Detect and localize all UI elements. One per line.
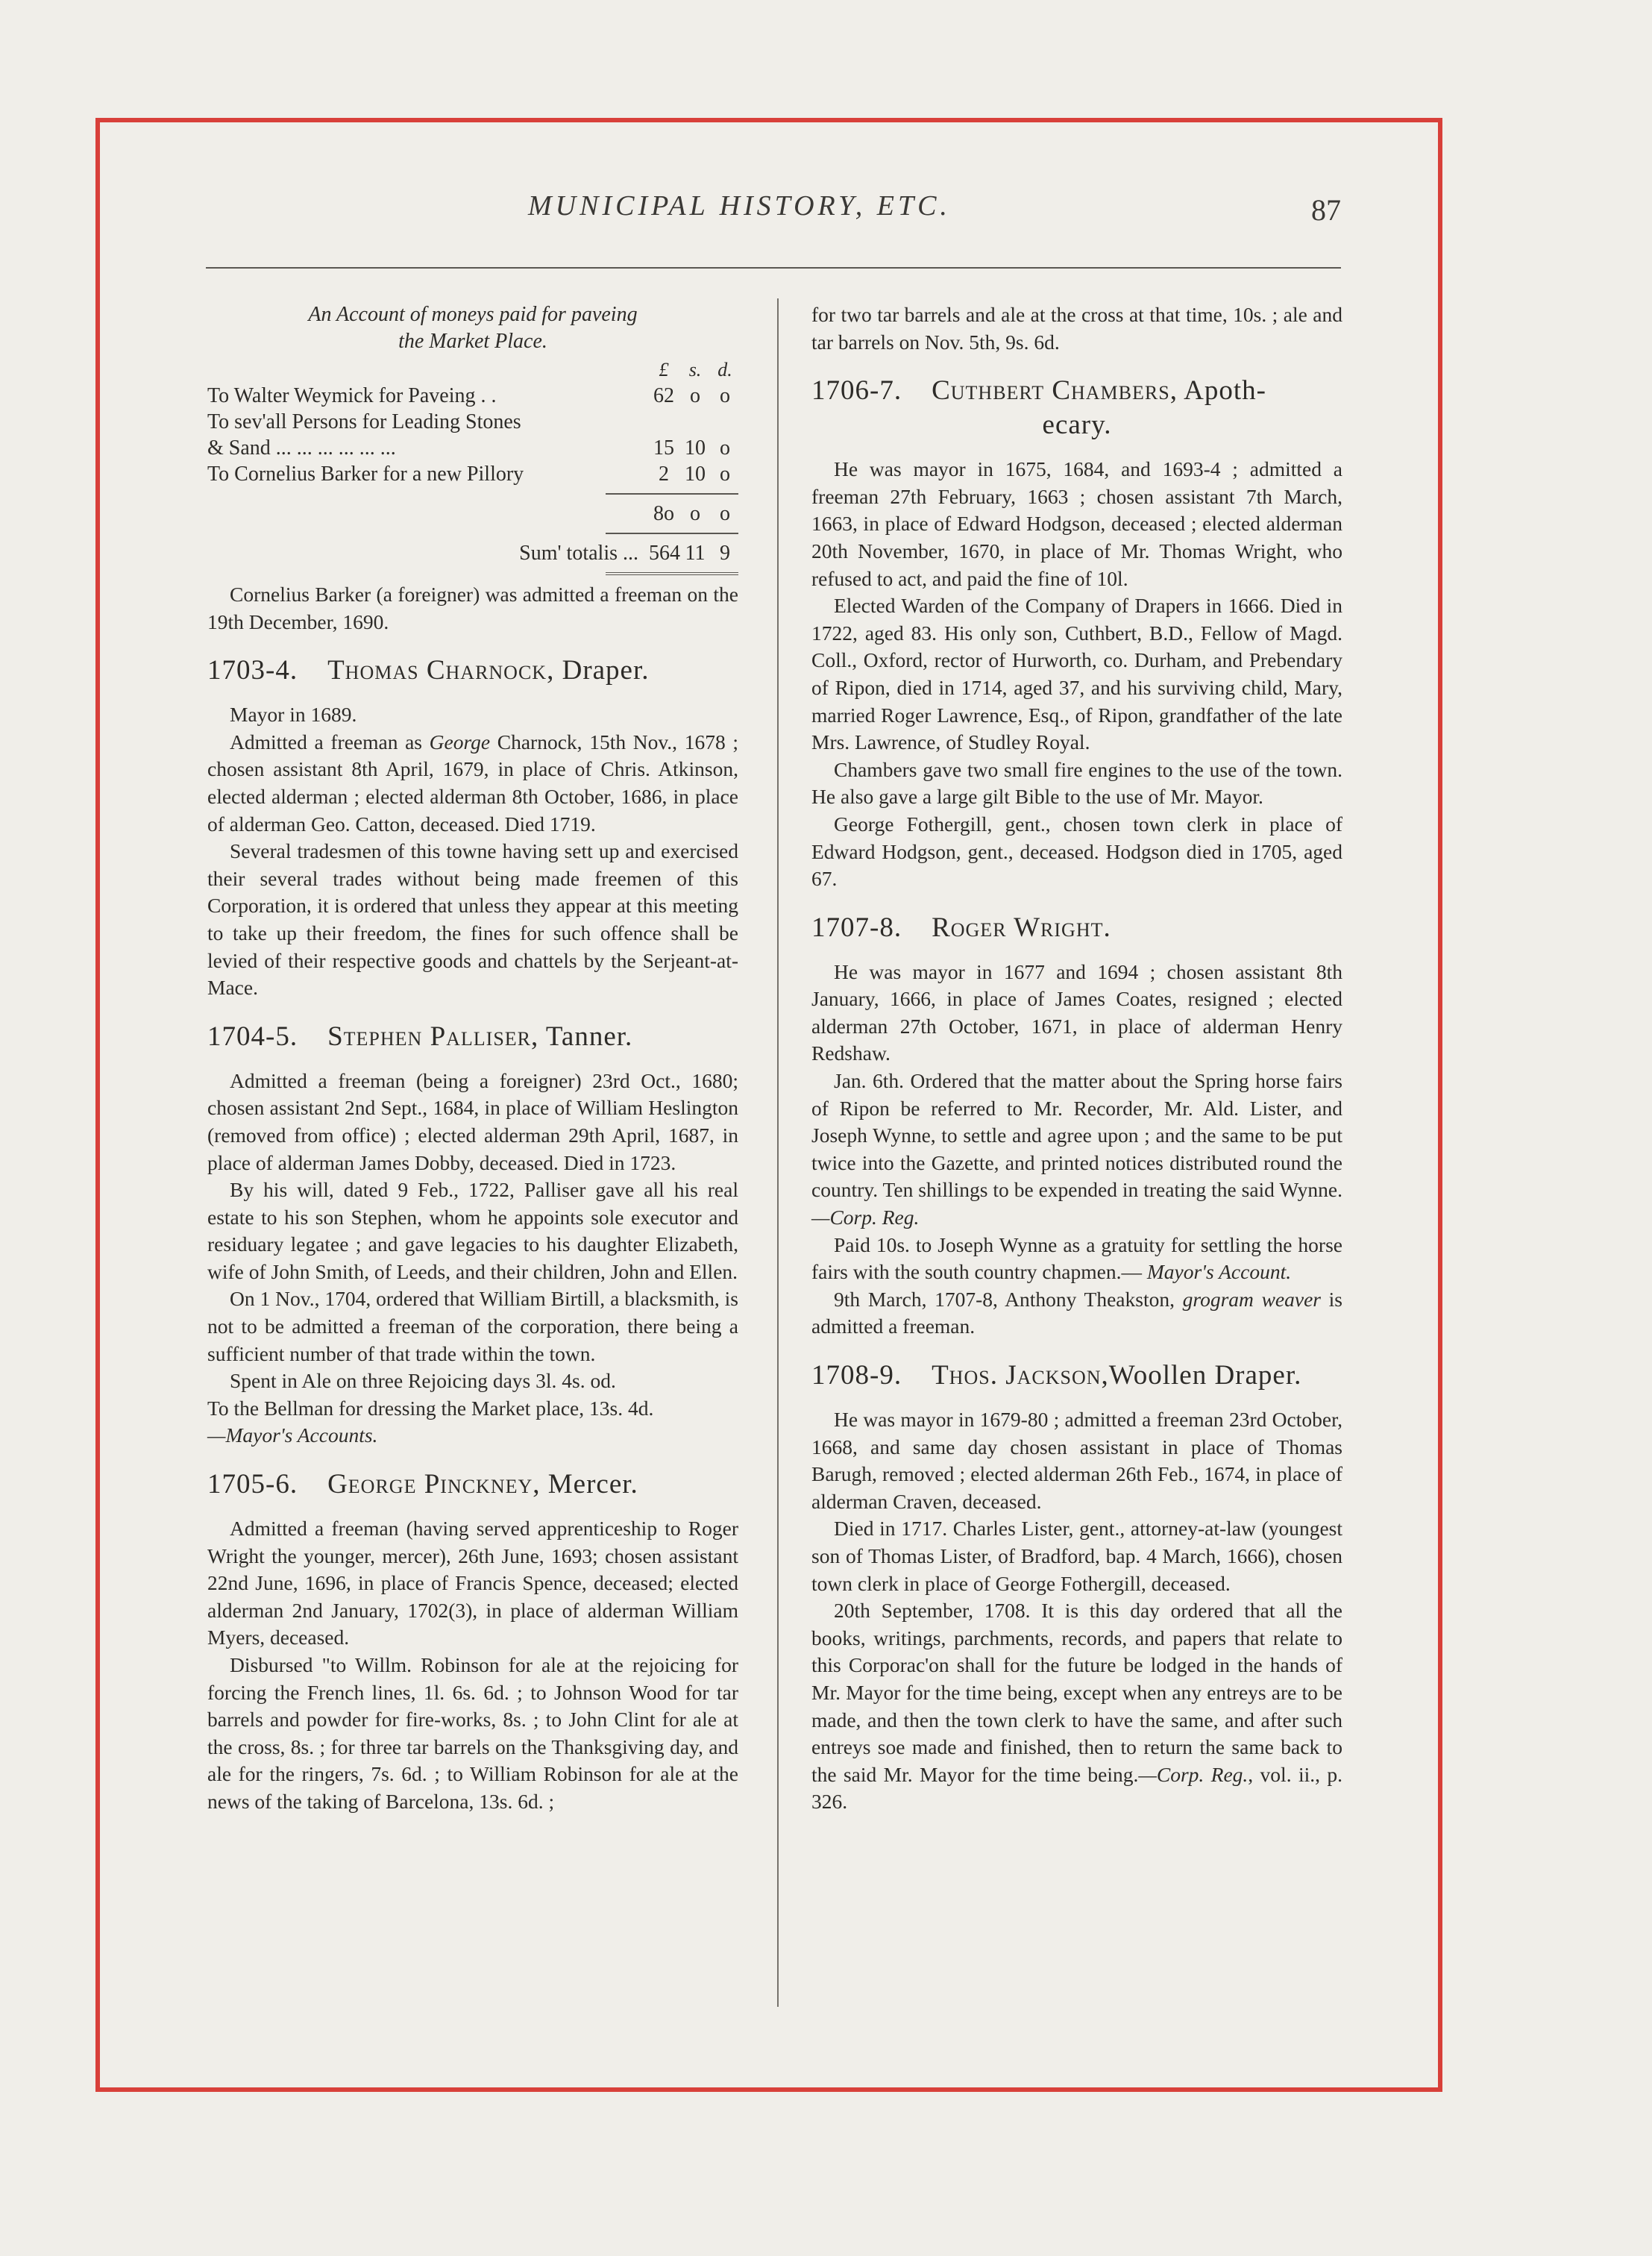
total-rule <box>606 533 738 534</box>
entry-paragraph: 20th September, 1708. It is this day ordered that all the books, writings, parchments, records, and papers that relate to this Corporac'on shall for the future be lodged in the hands of Mr. Mayor for the time being, except when any entreys are to be made, and then the town clerk to have the same, and after such entreys soe made and finished, then to return the same back to the said Mr. Mayor for the time being.—Corp. Reg., vol. ii., p. 326. <box>811 1599 1343 1814</box>
entry-paragraph: George Fothergill, gent., chosen town clerk in place of Edward Hodgson, gent., deceased. Hodgson died in 1705, aged 67. <box>811 812 1342 891</box>
entry-paragraph: On 1 Nov., 1704, ordered that William Birtill, a blacksmith, is not to be admitted a freeman of the corporation, there being a sufficient number of that trade within the town. <box>207 1287 738 1365</box>
entry-paragraph: He was mayor in 1675, 1684, and 1693-4 ; admitted a freeman 27th February, 1663 ; chosen assistant 7th March, 1663, in place of Edward Hodgson, deceased ; elected alderman 20th November, 1670, in place of Mr. Thomas Wright, who refused to act, and paid the fine of 10l. <box>811 457 1342 590</box>
entry-paragraph: To the Bellman for dressing the Market place, 13s. 4d. <box>207 1396 654 1420</box>
entry-paragraph: 9th March, 1707-8, Anthony Theakston, grogram weaver is admitted a freeman. <box>811 1287 1343 1338</box>
running-title: MUNICIPAL HISTORY, ETC. <box>528 190 951 222</box>
entry-paragraph: Died in 1717. Charles Lister, gent., attorney-at-law (youngest son of Thomas Lister, of Bradford, bap. 4 March, 1666), chosen town clerk in place of George Fothergill, deceased. <box>811 1517 1342 1595</box>
entry-heading: 1706-7. Cuthbert Chambers, Apoth- ecary. <box>811 375 1266 441</box>
account-row: To sev'all Persons for Leading Stones <box>207 410 521 433</box>
source-citation: —Mayor's Accounts. <box>207 1423 378 1447</box>
entry-paragraph: Admitted a freeman as George Charnock, 15th Nov., 1678 ; chosen assistant 8th April, 1679, in place of Chris. Atkinson, elected alderman ; elected alderman 8th October, 1686, in place of alderman Geo. Catton, deceased. Died 1719. <box>207 730 738 836</box>
entry-heading: 1703-4. Thomas Charnock, Draper. <box>207 655 650 686</box>
account-subtotal: 8o o o <box>653 502 730 525</box>
account-row: & Sand ... ... ... ... ... ... 15 10 o <box>207 436 730 460</box>
entry-paragraph: Mayor in 1689. <box>230 703 357 727</box>
entry-heading: 1704-5. Stephen Palliser, Tanner. <box>207 1021 633 1052</box>
subtotal-rule <box>606 493 738 495</box>
page-number: 87 <box>1311 193 1341 227</box>
entry-paragraph: By his will, dated 9 Feb., 1722, Palliser gave all his real estate to his son Stephen, whom he appoints sole executor and residuary legatee ; and gave legacies to his daughter Elizabeth, wife of John Smith, of Leeds, and their children, John and Ellen. <box>207 1178 738 1283</box>
entry-heading: 1705-6. George Pinckney, Mercer. <box>207 1469 638 1500</box>
total-double-rule <box>606 572 738 575</box>
header-rule <box>206 267 1341 269</box>
entry-paragraph: Elected Warden of the Company of Drapers in 1666. Died in 1722, aged 83. His only son, Cuthbert, B.D., Fellow of Magd. Coll., Oxford, rector of Hurworth, co. Durham, and Prebendary of Ripon, died in 1714, aged 37, and his surviving child, Mary, married Roger Lawrence, Esq., of Ripon, grandfather of the late Mrs. Lawrence, of Studley Royal. <box>811 594 1342 754</box>
entry-paragraph: He was mayor in 1677 and 1694 ; chosen assistant 8th January, 1666, in place of James Coates, resigned ; elected alderman 27th October, 1671, in place of alderman Henry Redshaw. <box>811 959 1342 1065</box>
entry-paragraph: Admitted a freeman (being a foreigner) 23rd Oct., 1680; chosen assistant 2nd Sept., 1684, in place of William Heslington (removed from office) ; elected alderman 29th April, 1687, in place of alderman James Dobby, deceased. Died in 1723. <box>207 1068 738 1174</box>
left-column <box>207 301 738 1816</box>
entry-paragraph: Several tradesmen of this towne having sett up and exercised their several trades without being made freemen of this Corporation, it is ordered that unless they appear at this meeting to take up their freedom, the fines for such offence shall be levied of their respective goods and chattels by the Serjeant-at-Mace. <box>207 839 738 1000</box>
entry-heading: 1707-8. Roger Wright. <box>811 912 1111 943</box>
account-row: To Cornelius Barker for a new Pillory 2 10 o <box>207 463 730 486</box>
account-note: Cornelius Barker (a foreigner) was admitted a freeman on the 19th December, 1690. <box>207 583 738 633</box>
entry-paragraph: Chambers gave two small fire engines to the use of the town. He also gave a large gilt Bible to the use of Mr. Mayor. <box>811 757 1342 809</box>
account-column-heads: £ s. d. <box>659 359 732 380</box>
entry-paragraph: Paid 10s. to Joseph Wynne as a gratuity for settling the horse fairs with the south country chapmen.— Mayor's Account. <box>811 1232 1342 1284</box>
right-column <box>811 301 1342 1816</box>
entry-paragraph: Jan. 6th. Ordered that the matter about the Spring horse fairs of Ripon be referred to Mr. Recorder, Mr. Ald. Lister, and Joseph Wynne, to settle and agree upon ; and the same to be put twice into the Gazette, and printed notices distributed round the country. Ten shillings to be expended in treating the said Wynne.—Corp. Reg. <box>811 1069 1342 1229</box>
entry-paragraph: Disbursed "to Willm. Robinson for ale at the rejoicing for forcing the French lines, 1l. 6s. 6d. ; to Johnson Wood for tar barrels and powder for fire-works, 8s. ; to John Clint for ale at the cross, 8s. ; for three tar barrels on the Thanksgiving day, and ale for the ringers, 7s. 6d. ; to William Robinson for ale at the news of the taking of Barcelona, 13s. 6d. ; <box>207 1653 738 1813</box>
account-title: An Account of moneys paid for paveing the Market Place. <box>308 303 638 353</box>
account-row: To Walter Weymick for Paveing . . 62 o o <box>207 384 730 407</box>
entry-heading: 1708-9. Thos. Jackson,Woollen Draper. <box>811 1360 1302 1391</box>
entry-paragraph: Admitted a freeman (having served apprenticeship to Roger Wright the younger, mercer), 26th June, 1693; chosen assistant 22nd June, 1696, in place of Francis Spence, deceased; elected alderman 2nd January, 1702(3), in place of alderman William Myers, deceased. <box>207 1517 738 1649</box>
entry-paragraph: He was mayor in 1679-80 ; admitted a freeman 23rd October, 1668, and same day chosen assistant in place of Thomas Barugh, removed ; elected alderman 26th Feb., 1674, in place of alderman Craven, deceased. <box>811 1408 1342 1513</box>
column-divider <box>777 298 779 2007</box>
continued-paragraph: for two tar barrels and ale at the cross at that time, 10s. ; ale and tar barrels on Nov. 5th, 9s. 6d. <box>811 303 1342 354</box>
account-total: Sum' totalis ... 564 11 9 <box>519 542 730 565</box>
entry-paragraph: Spent in Ale on three Rejoicing days 3l. 4s. od. <box>230 1369 616 1393</box>
account-table <box>207 301 738 636</box>
